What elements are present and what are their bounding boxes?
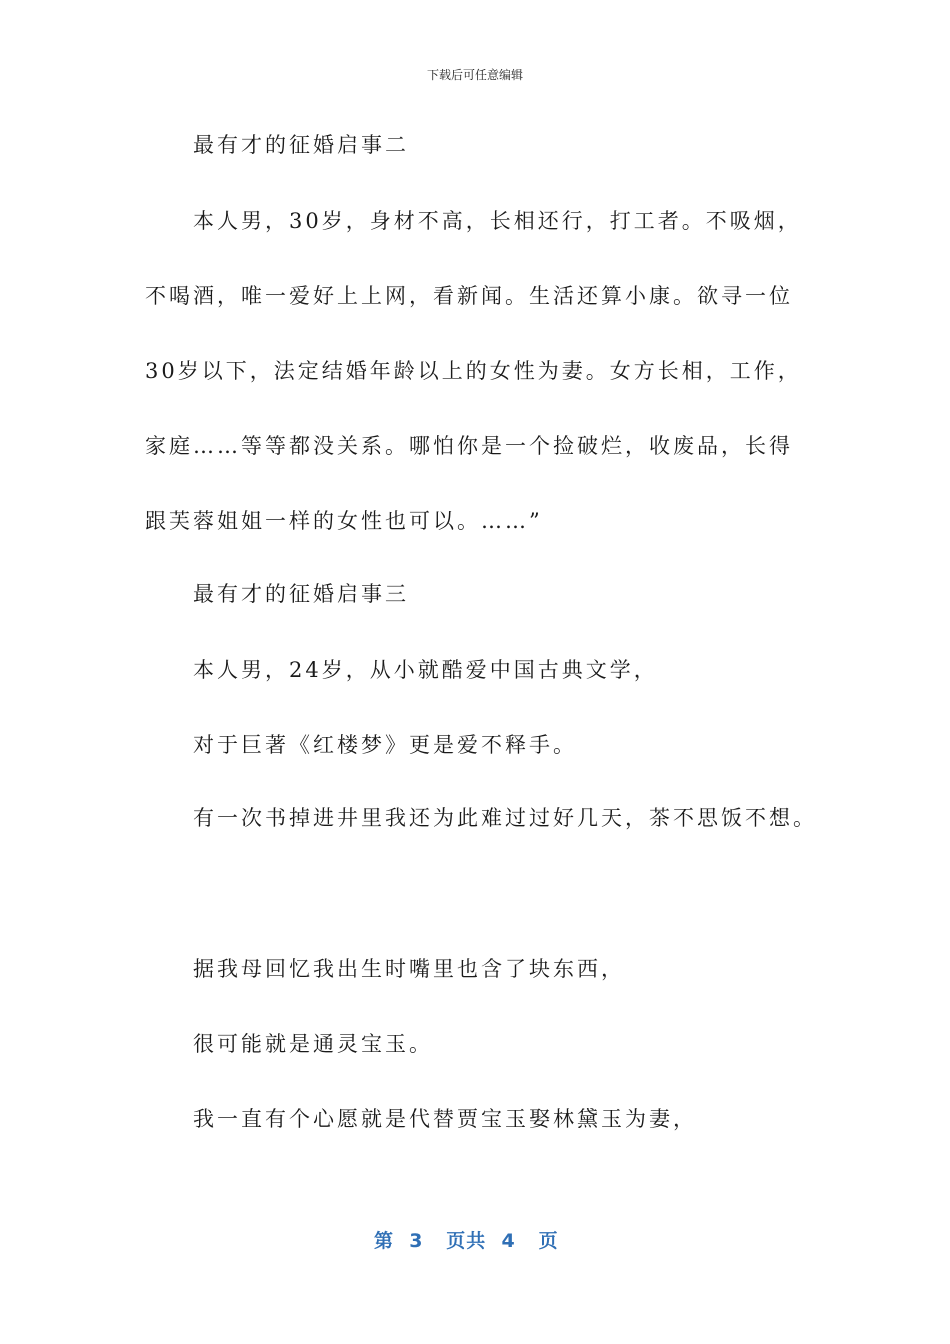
paragraph-line: 有一次书掉进井里我还为此难过过好几天，茶不思饭不想。 bbox=[193, 806, 817, 830]
paragraph-line: 我一直有个心愿就是代替贾宝玉娶林黛玉为妻， bbox=[193, 1107, 697, 1131]
header-note: 下载后可任意编辑 bbox=[426, 68, 523, 82]
paragraph-line: 家庭……等等都没关系。哪怕你是一个捡破烂，收废品，长得 bbox=[145, 434, 793, 458]
paragraph-line: 不喝酒，唯一爱好上上网，看新闻。生活还算小康。欲寻一位 bbox=[145, 284, 793, 308]
page-number-footer: 第 3 页共 4 页 bbox=[374, 1230, 559, 1252]
paragraph-line: 很可能就是通灵宝玉。 bbox=[193, 1032, 433, 1056]
paragraph-line: 据我母回忆我出生时嘴里也含了块东西， bbox=[193, 957, 625, 981]
section-heading-2: 最有才的征婚启事二 bbox=[193, 133, 409, 157]
paragraph-line: 跟芙蓉姐姐一样的女性也可以。……” bbox=[145, 509, 543, 533]
section-heading-3: 最有才的征婚启事三 bbox=[193, 582, 409, 606]
paragraph-line: 30岁以下，法定结婚年龄以上的女性为妻。女方长相，工作， bbox=[145, 359, 802, 383]
paragraph-line: 对于巨著《红楼梦》更是爱不释手。 bbox=[193, 733, 577, 757]
paragraph-line: 本人男，30岁，身材不高，长相还行，打工者。不吸烟， bbox=[193, 209, 802, 233]
paragraph-line: 本人男，24岁，从小就酷爱中国古典文学， bbox=[193, 658, 658, 682]
